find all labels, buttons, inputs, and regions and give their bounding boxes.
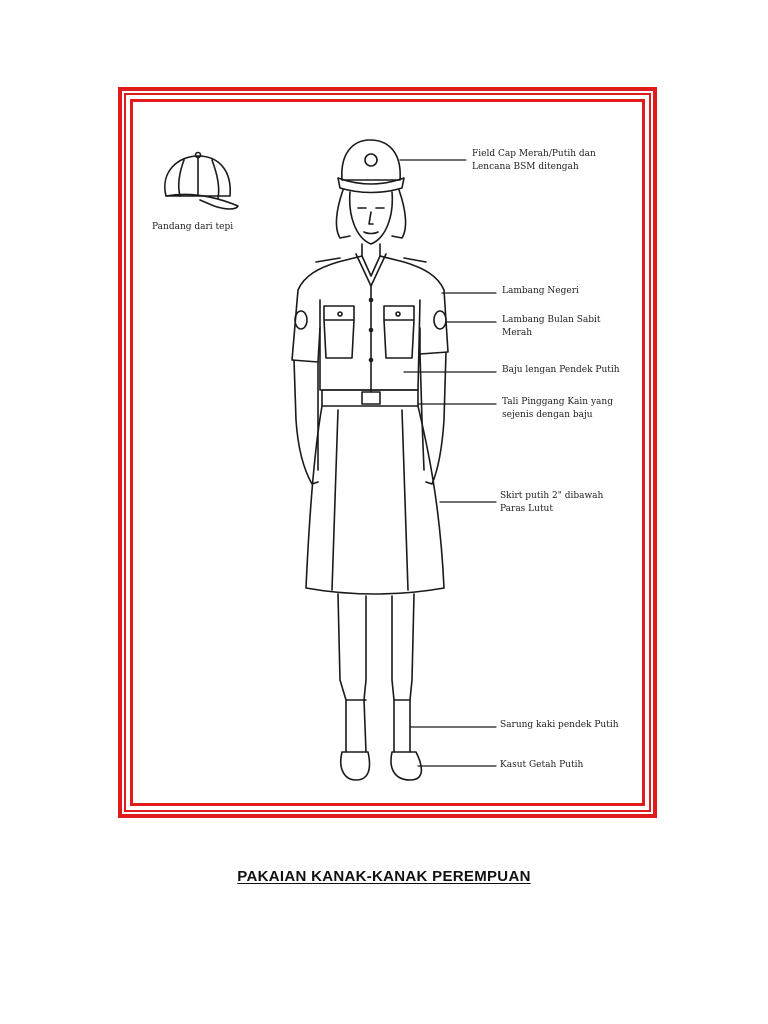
callout-line: Merah <box>502 328 533 338</box>
callout-white-socks <box>500 719 619 732</box>
callout-line: Paras Lutut <box>500 504 553 514</box>
page-caption: PAKAIAN KANAK-KANAK PEREMPUAN <box>237 868 531 885</box>
figure-shirt <box>292 254 448 392</box>
callout-red-crescent-emblem <box>502 314 601 340</box>
page-caption-container <box>0 866 768 885</box>
callout-leader-lines <box>400 160 496 766</box>
callout-line: Lambang Bulan Sabit <box>502 315 601 325</box>
callout-white-skirt <box>500 490 603 516</box>
callout-line: Tali Pinggang Kain yang <box>502 397 613 407</box>
callout-line: Sarung kaki pendek Putih <box>500 720 619 730</box>
callout-line: Lencana BSM ditengah <box>472 162 579 172</box>
callout-line: Lambang Negeri <box>502 286 579 296</box>
callout-cloth-belt <box>502 396 613 422</box>
cap-side-view-drawing <box>165 153 238 210</box>
callout-line: Kasut Getah Putih <box>500 760 584 770</box>
figure-belt <box>322 390 418 406</box>
callout-state-emblem <box>502 285 579 298</box>
callout-line: Field Cap Merah/Putih dan <box>472 149 596 159</box>
figure-head <box>336 140 405 256</box>
cap-inset-label: Pandang dari tepi <box>152 222 234 232</box>
callout-short-sleeve-shirt <box>502 364 620 377</box>
callout-line: Skirt putih 2" dibawah <box>500 491 604 501</box>
callout-white-rubber-shoes <box>500 759 583 772</box>
callout-field-cap <box>472 148 596 174</box>
figure-legs <box>338 594 421 780</box>
callout-line: Baju lengan Pendek Putih <box>502 365 620 375</box>
callout-line: sejenis dengan baju <box>502 410 593 420</box>
